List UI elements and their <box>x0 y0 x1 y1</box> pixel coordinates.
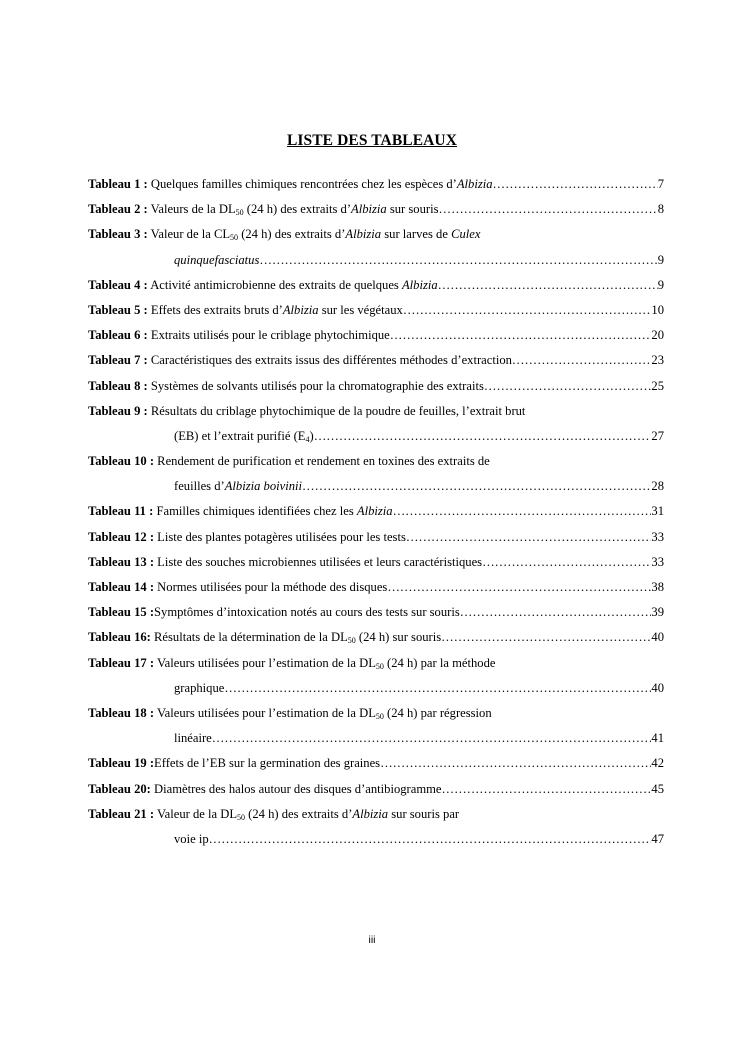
entry-label: Tableau 19 : <box>88 756 155 771</box>
list-item-tableau-15[interactable] <box>88 600 664 625</box>
list-item-tableau-1[interactable] <box>88 172 664 197</box>
entry-subscript: 50 <box>347 636 356 646</box>
dot-leader <box>314 424 652 449</box>
entry-title: Valeurs utilisées pour l’estimation de la DL <box>154 655 376 670</box>
entry-page: 10 <box>651 302 664 317</box>
entry-page: 45 <box>651 781 664 796</box>
entry-label: Tableau 10 : <box>88 454 155 469</box>
dot-leader <box>482 550 651 575</box>
entry-subscript: 50 <box>235 208 244 218</box>
dot-leader <box>212 726 652 751</box>
dot-leader <box>393 499 652 524</box>
entry-label: Tableau 16: <box>88 630 151 645</box>
dot-leader <box>442 777 652 802</box>
dot-leader <box>438 197 657 222</box>
entry-page: 28 <box>651 479 664 494</box>
entry-subscript: 4 <box>305 434 310 444</box>
list-item-tableau-4[interactable] <box>88 273 664 298</box>
list-item-tableau-7[interactable] <box>88 348 664 373</box>
entry-title: Valeurs utilisées pour l’estimation de la DL <box>154 705 376 720</box>
entry-continuation: linéaire <box>174 731 212 746</box>
entry-continuation: graphique <box>174 680 225 695</box>
entry-label: Tableau 6 : <box>88 328 148 343</box>
entry-title: (24 h) par régression <box>383 705 492 720</box>
list-item-tableau-19[interactable] <box>88 751 664 776</box>
entry-continuation-italic: Albizia boivinii <box>224 479 303 494</box>
entry-title: Diamètres des halos autour des disques d’antibiogramme <box>150 781 442 796</box>
entry-title: Valeurs de la DL <box>147 202 236 217</box>
entry-continuation: ) <box>309 428 314 443</box>
entry-title: Valeur de la DL <box>154 806 238 821</box>
entry-continuation: feuilles d’ <box>174 479 225 494</box>
entry-title: Symptômes d’intoxication notés au cours des tests sur souris <box>154 605 460 620</box>
list-item-tableau-9[interactable] <box>88 399 664 449</box>
entry-label: Tableau 21 : <box>88 806 155 821</box>
list-item-tableau-3[interactable] <box>88 222 664 272</box>
entry-title: Liste des souches microbiennes utilisées et leurs caractéristiques <box>154 554 483 569</box>
dot-leader <box>259 248 657 273</box>
entry-label: Tableau 2 : <box>88 202 148 217</box>
dot-leader <box>390 323 652 348</box>
dot-leader <box>302 474 651 499</box>
entry-title-italic: Albizia <box>456 177 493 191</box>
entry-title: Normes utilisées pour la méthode des disques <box>154 580 388 594</box>
entry-page: 40 <box>651 680 664 695</box>
dot-leader <box>380 751 651 776</box>
entry-page: 38 <box>651 580 664 594</box>
entry-label: Tableau 14 : <box>88 580 155 594</box>
entry-page: 23 <box>651 353 664 368</box>
dot-leader <box>403 298 652 323</box>
entry-label: Tableau 9 : <box>88 403 148 418</box>
list-item-tableau-8[interactable] <box>88 374 664 399</box>
dot-leader <box>209 827 652 852</box>
entry-label: Tableau 13 : <box>88 554 155 569</box>
entry-label: Tableau 15 : <box>88 605 155 620</box>
entry-label: Tableau 18 : <box>88 705 155 720</box>
entry-page: 40 <box>651 630 664 645</box>
entry-title: Systèmes de solvants utilisés pour la chromatographie des extraits <box>147 378 484 393</box>
dot-leader <box>493 172 658 197</box>
entry-title: Effets de l’EB sur la germination des graines <box>154 756 381 771</box>
entry-title: sur souris <box>386 202 439 217</box>
page-title: LISTE DES TABLEAUX <box>286 132 458 149</box>
dot-leader <box>387 575 651 600</box>
entry-subscript: 50 <box>375 711 384 721</box>
entry-label: Tableau 20: <box>88 781 151 796</box>
entry-subscript: 50 <box>237 812 246 822</box>
entry-page: 8 <box>657 202 664 217</box>
entry-title-italic: Albizia <box>351 202 387 217</box>
entry-title: Extraits utilisés pour le criblage phytochimique <box>147 328 390 343</box>
entry-title: Quelques familles chimiques rencontrées chez les espèces d’ <box>147 177 457 191</box>
entry-label: Tableau 7 : <box>88 353 148 368</box>
dot-leader <box>224 676 651 701</box>
entry-title: Activité antimicrobienne des extraits de quelques <box>147 277 402 292</box>
entry-title-italic: Albizia <box>356 504 393 519</box>
entry-title-italic: Albizia <box>352 806 389 821</box>
entry-page: 20 <box>651 328 664 343</box>
entry-continuation: quinquefasciatus <box>174 252 260 267</box>
list-item-tableau-16[interactable] <box>88 625 664 650</box>
entry-title: Familles chimiques identifiées chez les <box>153 504 357 519</box>
list-item-tableau-12[interactable] <box>88 525 664 550</box>
page-number: iii <box>368 934 376 946</box>
list-item-tableau-21[interactable] <box>88 802 664 852</box>
entry-title: Résultats de la détermination de la DL <box>150 630 348 645</box>
entry-label: Tableau 12 : <box>88 529 155 544</box>
dot-leader <box>460 600 652 625</box>
list-item-tableau-13[interactable] <box>88 550 664 575</box>
entry-page: 41 <box>651 731 664 746</box>
entry-title: (24 h) des extraits d’ <box>238 227 346 242</box>
entry-page: 9 <box>657 252 664 267</box>
entry-page: 9 <box>657 277 664 292</box>
entry-title: Résultats du criblage phytochimique de la poudre de feuilles, l’extrait brut <box>147 403 526 418</box>
entry-page: 7 <box>657 177 664 191</box>
entry-continuation: (EB) et l’extrait purifié (E <box>174 428 306 443</box>
entry-title: sur les végétaux <box>318 302 403 317</box>
entry-title-italic: Albizia <box>401 277 438 292</box>
entry-label: Tableau 17 : <box>88 655 155 670</box>
dot-leader <box>512 348 651 373</box>
table-list <box>88 172 664 852</box>
entry-title: (24 h) sur souris <box>355 630 442 645</box>
entry-page: 42 <box>651 756 664 771</box>
entry-title-italic: Albizia <box>282 302 319 317</box>
entry-page: 47 <box>651 831 664 846</box>
entry-label: Tableau 8 : <box>88 378 148 393</box>
entry-page: 33 <box>651 529 664 544</box>
list-item-tableau-14[interactable] <box>88 575 664 600</box>
dot-leader <box>406 525 652 550</box>
list-item-tableau-2[interactable] <box>88 197 664 222</box>
entry-title-italic: Albizia <box>345 227 382 242</box>
entry-title-italic: Culex <box>451 227 481 242</box>
entry-title: Valeur de la CL <box>147 227 231 242</box>
entry-title: Liste des plantes potagères utilisées pour les tests <box>154 529 406 544</box>
list-item-tableau-18[interactable] <box>88 701 664 751</box>
list-item-tableau-11[interactable] <box>88 499 664 524</box>
entry-label: Tableau 3 : <box>88 227 148 242</box>
entry-title: sur larves de <box>381 227 452 242</box>
entry-title: (24 h) des extraits d’ <box>243 202 352 217</box>
entry-title: (24 h) des extraits d’ <box>245 806 353 821</box>
entry-subscript: 50 <box>230 233 239 243</box>
entry-title: sur souris par <box>388 806 460 821</box>
list-item-tableau-20[interactable] <box>88 777 664 802</box>
entry-page: 25 <box>651 378 664 393</box>
entry-subscript: 50 <box>375 661 384 671</box>
entry-label: Tableau 11 : <box>88 504 154 519</box>
dot-leader <box>438 273 658 298</box>
dot-leader <box>441 625 651 650</box>
entry-label: Tableau 1 : <box>88 177 148 191</box>
entry-title: Effets des extraits bruts d’ <box>147 302 283 317</box>
entry-page: 27 <box>651 428 664 443</box>
entry-page: 31 <box>651 504 664 519</box>
list-item-tableau-10[interactable] <box>88 449 664 499</box>
entry-title: Rendement de purification et rendement en toxines des extraits de <box>154 454 490 469</box>
entry-continuation: voie ip <box>174 831 209 846</box>
dot-leader <box>484 374 652 399</box>
entry-title: (24 h) par la méthode <box>383 655 496 670</box>
entry-page: 39 <box>651 605 664 620</box>
list-item-tableau-6[interactable] <box>88 323 664 348</box>
list-item-tableau-5[interactable] <box>88 298 664 323</box>
entry-label: Tableau 5 : <box>88 302 148 317</box>
entry-label: Tableau 4 : <box>88 277 148 292</box>
entry-page: 33 <box>651 554 664 569</box>
list-item-tableau-17[interactable] <box>88 651 664 701</box>
entry-title: Caractéristiques des extraits issus des différentes méthodes d’extraction <box>147 353 512 368</box>
